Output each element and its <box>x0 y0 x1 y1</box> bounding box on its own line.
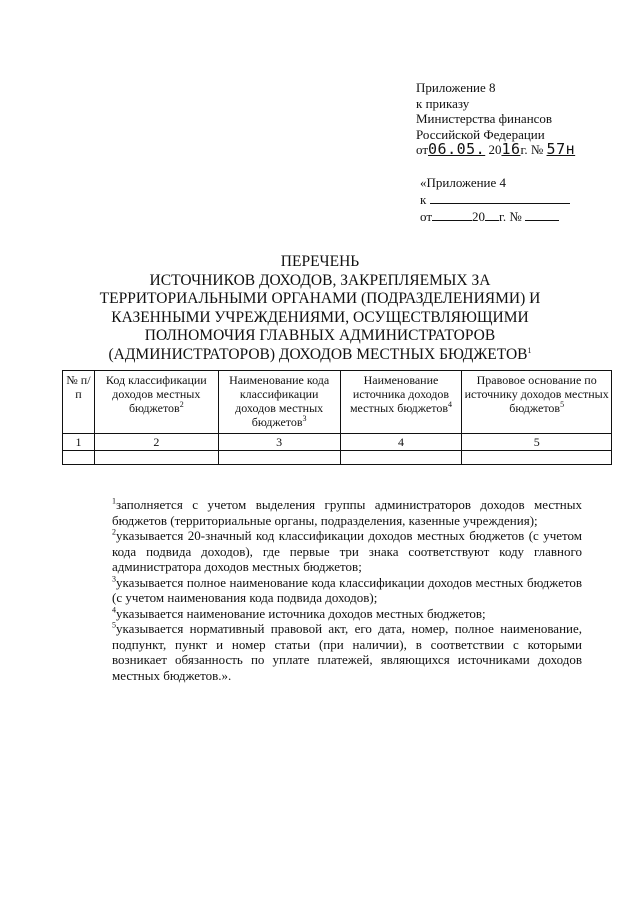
blank-year <box>485 208 499 221</box>
appendix-4-number-label: г. № <box>499 209 522 224</box>
footnote-3: $^3$указывается полное наименование кода классификации доходов местных бюджетов (с учетом наименования кода подвида доходов); <box>112 574 582 605</box>
order-date-value: 06.05. <box>428 140 486 158</box>
header-cell-source-name: Наименование источника доходов местных бюджетов$^4$ <box>340 371 462 434</box>
document-title <box>90 253 550 364</box>
title-line-2: ИСТОЧНИКОВ ДОХОДОВ, ЗАКРЕПЛЯЕМЫХ ЗА <box>149 271 491 289</box>
appendix-4-date-line <box>420 208 600 225</box>
column-number-5: 5 <box>462 434 612 451</box>
header-cell-legal-basis: Правовое основание по источнику доходов местных бюджетов$^5$ <box>462 371 612 434</box>
year-prefix: 20 <box>488 142 502 157</box>
country-name: Российской Федерации <box>416 126 545 142</box>
appendix-8-label: Приложение 8 <box>416 80 496 95</box>
footnote-4: $^4$указывается наименование источника доходов местных бюджетов; <box>112 605 486 621</box>
title-line-6-text: (АДМИНИСТРАТОРОВ) ДОХОДОВ МЕСТНЫХ БЮДЖЕТОВ <box>108 345 528 363</box>
column-number-2: 2 <box>94 434 218 451</box>
header-cell-code: Код классификации доходов местных бюджетов$^2$ <box>94 371 218 434</box>
date-prefix: от <box>416 142 429 157</box>
header-cell-number: № п/п <box>63 371 95 434</box>
appendix-4-date-prefix: от <box>420 209 433 224</box>
footnote-2: $^2$указывается 20-значный код классификации доходов местных бюджетов (с учетом кода подвида доходов), где первые три знака соответствуют коду главного администратора доходов местных бюджетов; <box>112 527 582 574</box>
title-footnote-mark: 1 <box>527 345 532 355</box>
order-reference: к приказу <box>416 95 470 111</box>
empty-cell <box>340 451 462 465</box>
column-number-3: 3 <box>218 434 340 451</box>
table-number-row <box>63 434 612 451</box>
empty-cell <box>462 451 612 465</box>
appendix-4-year: 20 <box>472 209 486 224</box>
empty-cell <box>94 451 218 465</box>
appendix-4-block <box>420 175 600 225</box>
title-line-4: КАЗЕННЫМИ УЧРЕЖДЕНИЯМИ, ОСУЩЕСТВЛЯЮЩИМИ <box>111 308 529 326</box>
blank-field <box>430 191 570 204</box>
footnote-1: $^1$заполняется с учетом выделения группы администраторов доходов местных бюджетов (территориальные органы, подразделения, казенные учреждения); <box>112 496 582 528</box>
order-date-line <box>416 142 616 158</box>
sources-table <box>62 370 612 465</box>
appendix-4-ref-line <box>420 191 600 208</box>
year-suffix: г. № <box>520 142 544 157</box>
title-line-1: ПЕРЕЧЕНЬ <box>280 253 360 270</box>
title-line-6 <box>90 346 550 365</box>
order-year-value: 16 <box>501 140 521 158</box>
appendix-4-k: к <box>420 192 427 207</box>
blank-date <box>432 208 472 221</box>
ministry-name: Министерства финансов <box>416 111 553 126</box>
empty-cell <box>63 451 95 465</box>
footnotes <box>112 497 582 683</box>
empty-cell <box>218 451 340 465</box>
blank-number <box>525 208 559 221</box>
header-cell-code-name: Наименование кода классификации доходов местных бюджетов$^3$ <box>218 371 340 434</box>
footnote-5: $^5$указывается нормативный правовой акт, его дата, номер, полное наименование, подпункт, пункт и номер статьи (при наличии), в соответствии с которыми возникает обязанность по уплате платежей, являющихся источниками доходов местных бюджетов.». <box>112 620 582 683</box>
appendix-8-block <box>416 80 616 158</box>
table-empty-row <box>63 451 612 465</box>
order-number-value: 57н <box>546 140 576 158</box>
column-number-4: 4 <box>340 434 462 451</box>
table-header-row <box>63 371 612 434</box>
title-line-5: ПОЛНОМОЧИЯ ГЛАВНЫХ АДМИНИСТРАТОРОВ <box>144 327 496 344</box>
title-line-3: ТЕРРИТОРИАЛЬНЫМИ ОРГАНАМИ (ПОДРАЗДЕЛЕНИЯМИ) И <box>99 290 541 307</box>
column-number-1: 1 <box>63 434 95 451</box>
appendix-4-label: «Приложение 4 <box>420 175 507 190</box>
